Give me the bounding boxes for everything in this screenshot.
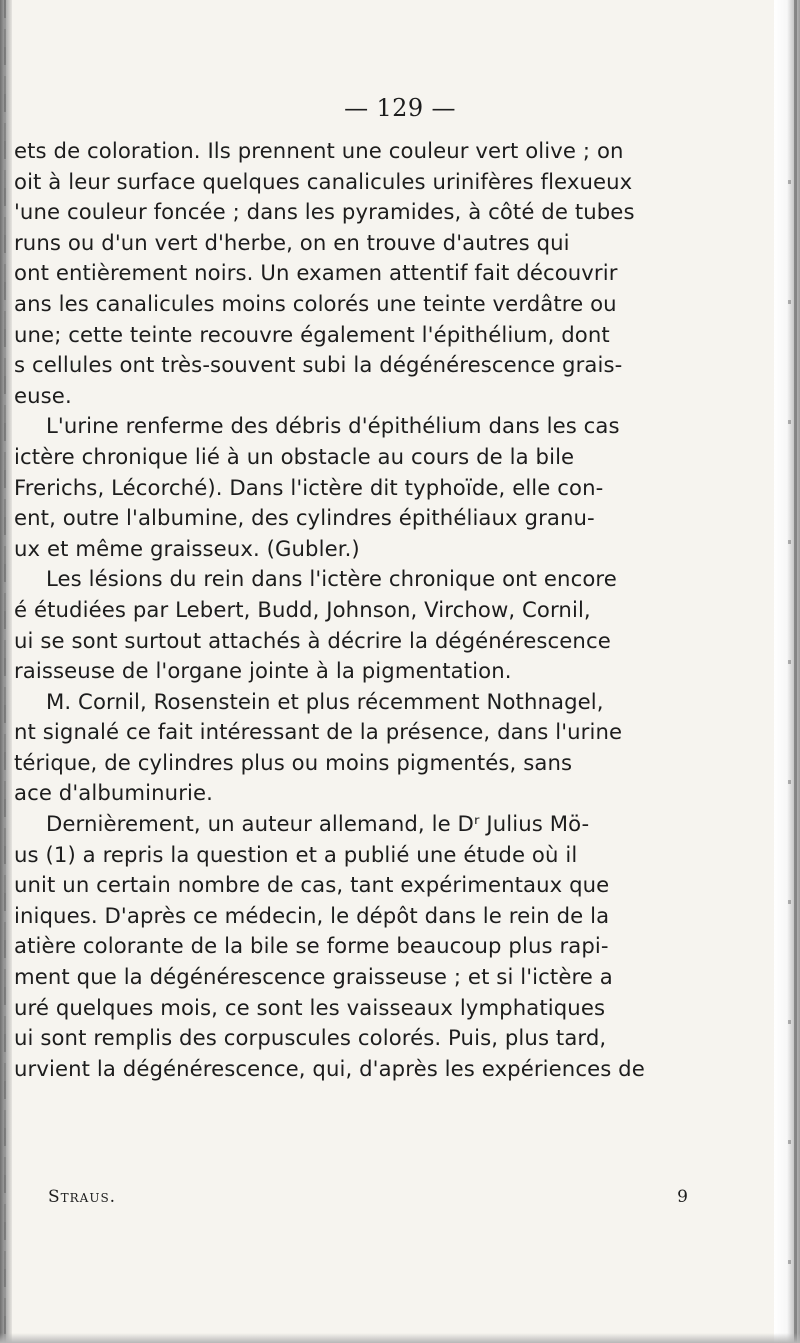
body-line: ictère chronique lié à un obstacle au cours de la bile — [14, 443, 575, 469]
body-line: oit à leur surface quelques canalicules urinifères flexueux — [14, 168, 633, 194]
body-line: raisseuse de l'organe jointe à la pigmentation. — [14, 658, 512, 684]
body-line: ace d'albuminurie. — [14, 780, 213, 806]
body-line: Dernièrement, un auteur allemand, le Dʳ Julius Mö- — [46, 811, 590, 837]
signature-name: Straus. — [48, 1187, 117, 1207]
body-line: s cellules ont très-souvent subi la dégénérescence grais- — [14, 352, 623, 378]
body-line: ux et même graisseux. (Gubler.) — [14, 535, 360, 561]
body-line: atière colorante de la bile se forme beaucoup plus rapi- — [14, 933, 609, 959]
body-line: ment que la dégénérescence graisseuse ; et si l'ictère a — [14, 964, 613, 990]
page-number-header: — 129 — — [344, 94, 456, 122]
left-page-shadow — [0, 0, 12, 1343]
body-line: runs ou d'un vert d'herbe, on en trouve d'autres qui — [14, 229, 570, 255]
signature-number: 9 — [677, 1187, 688, 1207]
footnote — [16, 1140, 756, 1184]
body-line: ont entièrement noirs. Un examen attentif fait découvrir — [14, 260, 618, 286]
body-line: unit un certain nombre de cas, tant expérimentaux que — [14, 872, 610, 898]
footnote-line-1 — [16, 1140, 756, 1162]
body-line: ets de coloration. Ils prennent une couleur vert olive ; on — [14, 138, 624, 163]
body-line: Frerichs, Lécorché). Dans l'ictère dit typhoïde, elle con- — [14, 474, 604, 500]
footnote-line-2 — [16, 1162, 756, 1184]
right-page-edge — [774, 0, 800, 1343]
printer-signature — [48, 1186, 748, 1208]
body-line: nt signalé ce fait intéressant de la présence, dans l'urine — [14, 719, 623, 745]
body-text — [14, 136, 754, 1084]
body-line: 'une couleur foncée ; dans les pyramides, à côté de tubes — [14, 199, 635, 225]
body-line: euse. — [14, 382, 72, 408]
body-line: ans les canalicules moins colorés une teinte verdâtre ou — [14, 290, 617, 316]
body-line: ent, outre l'albumine, des cylindres épithéliaux granu- — [14, 505, 595, 531]
bottom-page-shadow — [0, 1333, 800, 1343]
body-line: L'urine renferme des débris d'épithélium dans les cas — [46, 413, 620, 439]
body-line: iniques. D'après ce médecin, le dépôt dans le rein de la — [14, 902, 610, 928]
body-line: Les lésions du rein dans l'ictère chronique ont encore — [46, 566, 617, 592]
body-line: us (1) a repris la question et a publié une étude où il — [14, 841, 578, 867]
body-line: é étudiées par Lebert, Budd, Johnson, Virchow, Cornil, — [14, 596, 591, 622]
body-line: uré quelques mois, ce sont les vaisseaux lymphatiques — [14, 994, 606, 1020]
body-line: ui se sont surtout attachés à décrire la dégénérescence — [14, 627, 611, 653]
body-line: une; cette teinte recouvre également l'épithélium, dont — [14, 321, 610, 347]
body-line: térique, de cylindres plus ou moins pigmentés, sans — [14, 749, 573, 775]
body-line: urvient la dégénérescence, qui, d'après les expériences de — [14, 1055, 645, 1081]
body-line: ui sont remplis des corpuscules colorés. Puis, plus tard, — [14, 1025, 607, 1051]
body-line: M. Cornil, Rosenstein et plus récemment Nothnagel, — [46, 688, 604, 714]
